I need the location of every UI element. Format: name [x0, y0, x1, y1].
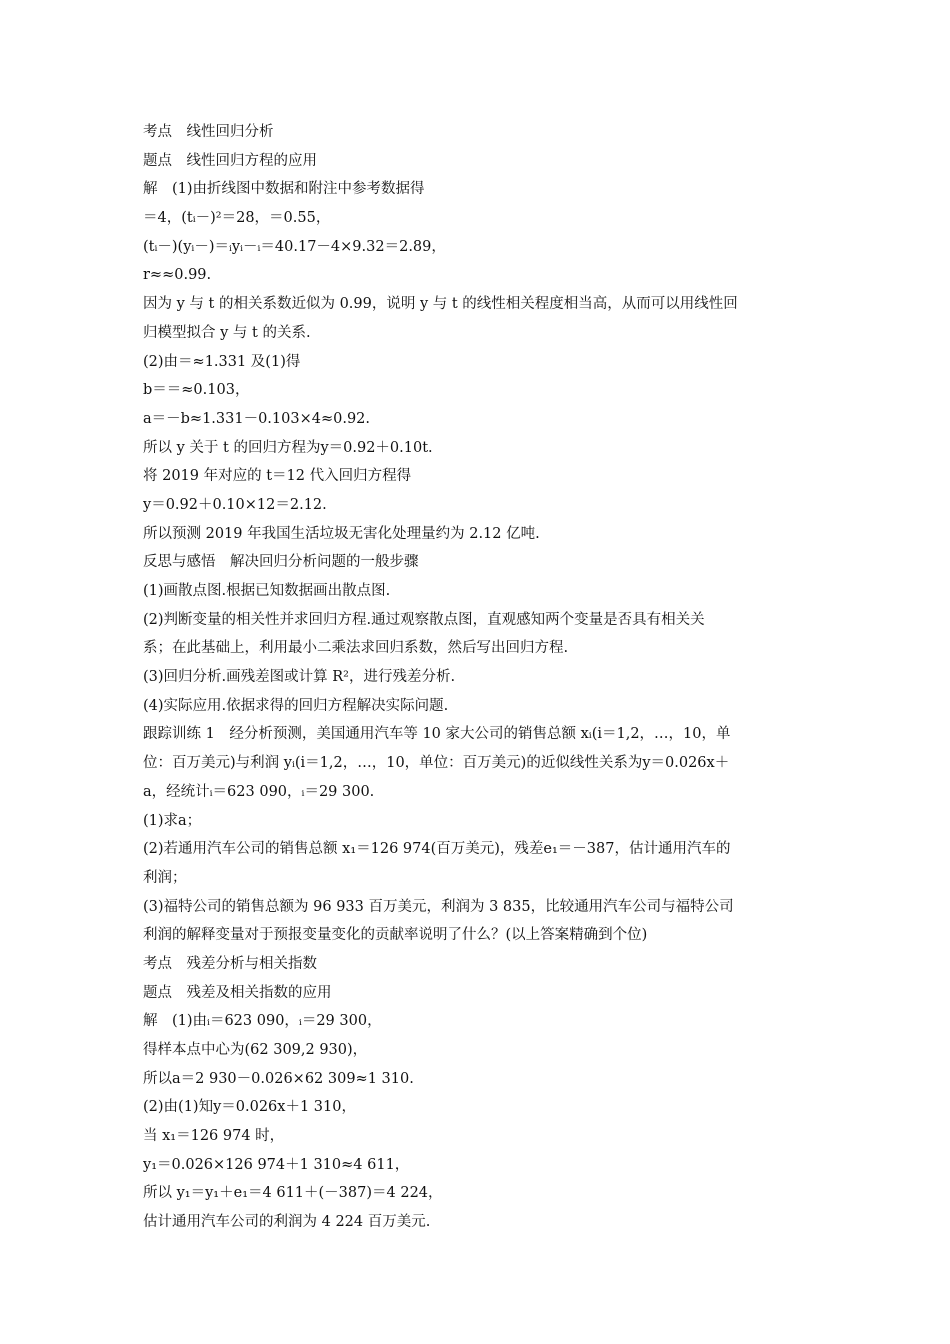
text-line: 考点 线性回归分析	[143, 124, 274, 140]
text-line: b＝＝≈0.103，	[143, 382, 250, 399]
text-line: a＝－b≈1.331－0.103×4≈0.92.	[143, 410, 371, 427]
text-line: (2)若通用汽车公司的销售总额 x₁＝126 974(百万美元)，残差e₁＝－387，估计通用汽车的	[143, 841, 731, 858]
text-line: 系；在此基础上，利用最小二乘法求回归系数，然后写出回归方程.	[143, 640, 569, 657]
text-line: 解 (1)由ᵢ＝623 090，ᵢ＝29 300，	[143, 1013, 382, 1030]
text-line: 所以预测 2019 年我国生活垃圾无害化处理量约为 2.12 亿吨.	[143, 525, 540, 542]
text-line: (3)福特公司的销售总额为 96 933 百万美元，利润为 3 835，比较通用汽车公司与福特公司	[143, 898, 734, 915]
text-line: (2)判断变量的相关性并求回归方程.通过观察散点图，直观感知两个变量是否具有相关关	[143, 611, 705, 628]
text-line: (1)求a；	[143, 812, 202, 829]
text-line: ＝4，(tᵢ－)²＝28，＝0.55，	[143, 210, 331, 227]
text-line: (4)实际应用.依据求得的回归方程解决实际问题.	[143, 697, 449, 714]
text-line: 当 x₁＝126 974 时，	[143, 1128, 285, 1145]
text-line: r≈≈0.99.	[143, 267, 212, 284]
text-line: a，经统计ᵢ＝623 090，ᵢ＝29 300.	[143, 783, 375, 800]
text-line: 解 (1)由折线图中数据和附注中参考数据得	[143, 181, 425, 198]
text-line: 跟踪训练 1 经分析预测，美国通用汽车等 10 家大公司的销售总额 xᵢ(i＝1,2，…，10，单	[143, 726, 731, 743]
text-line: 所以a＝2 930－0.026×62 309≈1 310.	[143, 1070, 414, 1087]
text-line: 考点 残差分析与相关指数	[143, 955, 317, 972]
text-line: 利润的解释变量对于预报变量变化的贡献率说明了什么？(以上答案精确到个位)	[143, 927, 648, 944]
text-line: 得样本点中心为(62 309,2 930)，	[143, 1042, 368, 1058]
document-page	[143, 118, 823, 1237]
text-line: y＝0.92＋0.10×12＝2.12.	[143, 496, 327, 513]
text-line: 所以 y₁＝y₁＋e₁＝4 611＋(－387)＝4 224，	[143, 1185, 443, 1202]
text-line: 位：百万美元)与利润 yᵢ(i＝1,2，…，10，单位：百万美元)的近似线性关系为y＝0.026x＋	[143, 755, 730, 772]
text-line: 因为 y 与 t 的相关系数近似为 0.99，说明 y 与 t 的线性相关程度相当高，从而可以用线性回	[143, 296, 738, 313]
text-line: 题点 线性回归方程的应用	[143, 152, 317, 169]
text-line: (2)由＝≈1.331 及(1)得	[143, 353, 301, 370]
text-line: 将 2019 年对应的 t＝12 代入回归方程得	[143, 468, 412, 485]
text-line: (3)回归分析.画残差图或计算 R²，进行残差分析.	[143, 669, 456, 686]
text-line: 归模型拟合 y 与 t 的关系.	[143, 324, 311, 341]
text-line: 题点 残差及相关指数的应用	[143, 984, 332, 1001]
text-line: 反思与感悟 解决回归分析问题的一般步骤	[143, 554, 419, 571]
text-line: (tᵢ－)(yᵢ－)＝ᵢyᵢ－ᵢ＝40.17－4×9.32＝2.89，	[143, 238, 446, 255]
text-line: 估计通用汽车公司的利润为 4 224 百万美元.	[143, 1214, 431, 1231]
text-line: (2)由(1)知y＝0.026x＋1 310，	[143, 1099, 356, 1116]
text-line: (1)画散点图.根据已知数据画出散点图.	[143, 583, 391, 599]
text-line: 利润；	[143, 869, 187, 886]
text-line: y₁＝0.026×126 974＋1 310≈4 611，	[143, 1156, 410, 1173]
text-line: 所以 y 关于 t 的回归方程为y＝0.92＋0.10t.	[143, 439, 433, 456]
